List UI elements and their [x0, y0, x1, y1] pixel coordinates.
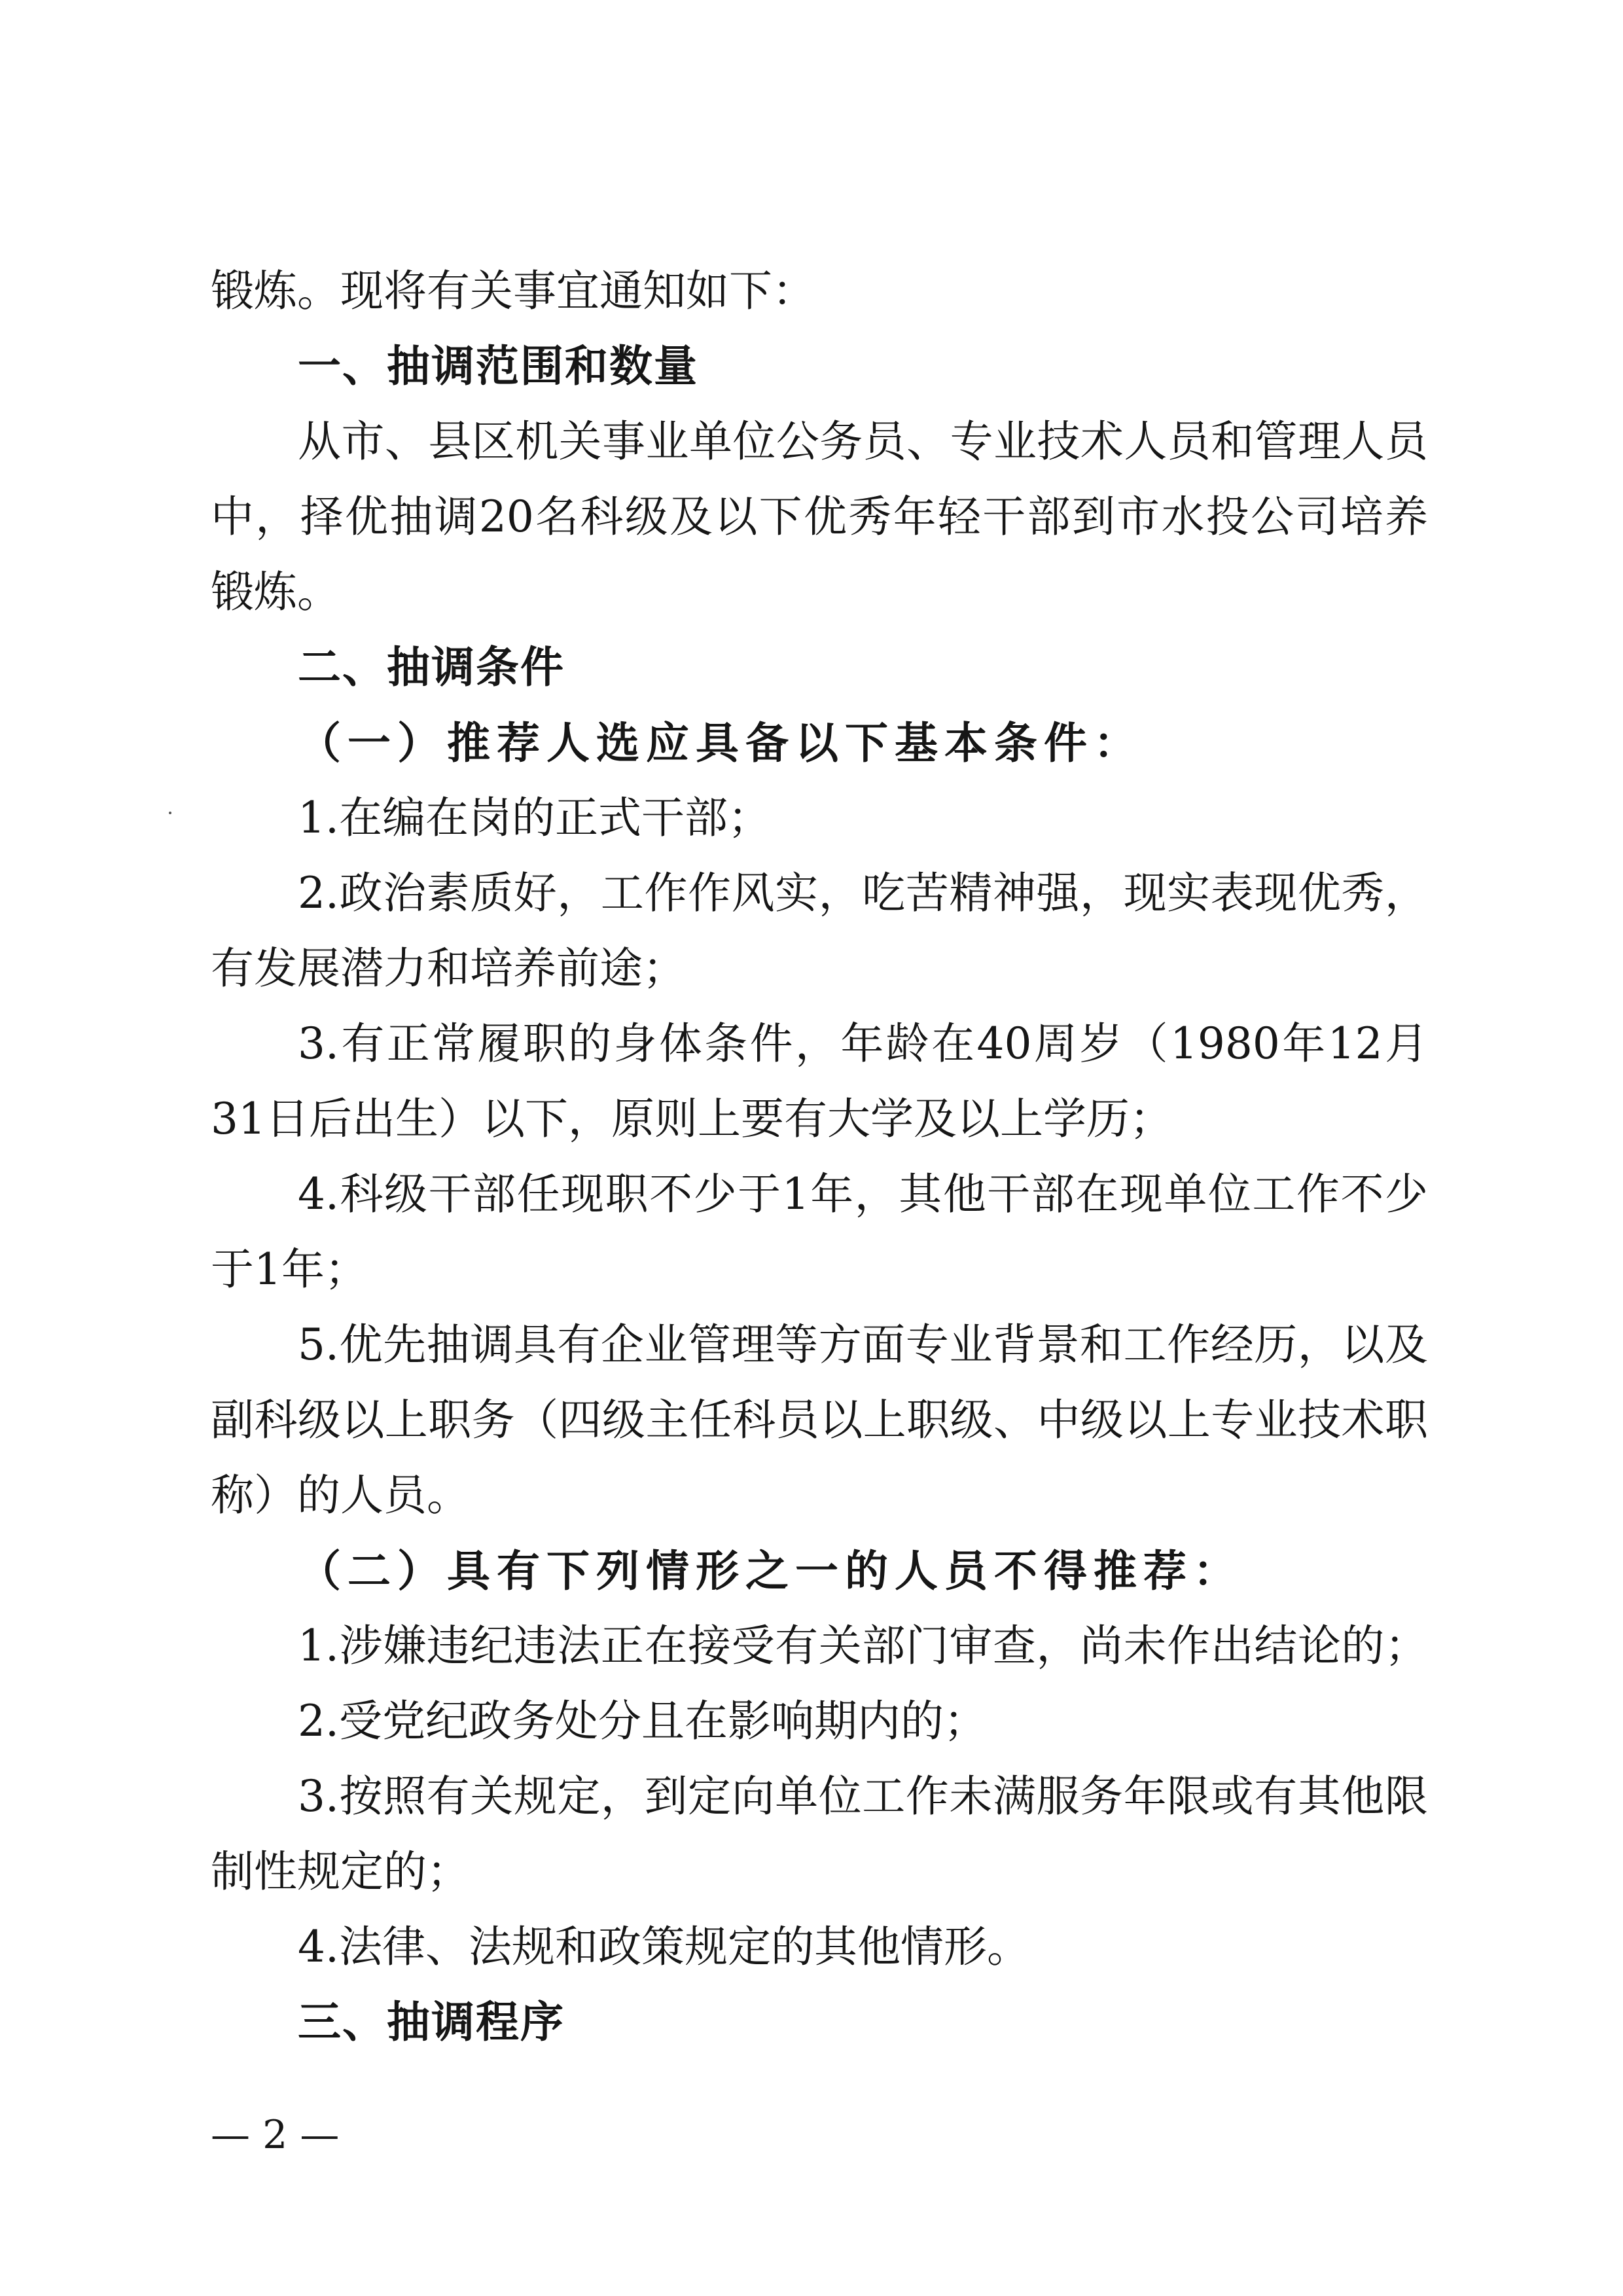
- paragraph-line: 3.有正常履职的身体条件，年龄在40周岁（1980年12月: [298, 1018, 1428, 1069]
- paragraph-line: 于1年；: [211, 1244, 368, 1295]
- paragraph-line: 中，择优抽调20名科级及以下优秀年轻干部到市水投公司培养: [211, 492, 1428, 542]
- subsection-heading: （二）具有下列情形之一的人员不得推荐：: [298, 1545, 1243, 1596]
- scan-speck: [169, 812, 171, 814]
- section-heading: 二、抽调条件: [298, 642, 565, 692]
- paragraph-line: 1.涉嫌违纪违法正在接受有关部门审查，尚未作出结论的；: [298, 1621, 1428, 1671]
- paragraph-line: 称）的人员。: [211, 1470, 470, 1520]
- paragraph-line: 从市、县区机关事业单位公务员、专业技术人员和管理人员: [298, 416, 1428, 467]
- paragraph-line: 3.按照有关规定，到定向单位工作未满服务年限或有其他限: [298, 1771, 1428, 1821]
- paragraph-line: 副科级以上职务（四级主任科员以上职级、中级以上专业技术职: [211, 1395, 1428, 1445]
- paragraph-line: 1.在编在岗的正式干部；: [298, 793, 771, 843]
- page-number: — 2 —: [211, 2112, 340, 2158]
- section-heading: 三、抽调程序: [298, 1997, 565, 2047]
- paragraph-line: 31日后出生）以下，原则上要有大学及以上学历；: [211, 1094, 1173, 1144]
- paragraph-line: 锻炼。现将有关事宜通知如下：: [211, 266, 815, 316]
- subsection-heading: （一）推荐人选应具备以下基本条件：: [298, 717, 1143, 768]
- paragraph-line: 4.科级干部任现职不少于1年，其他干部在现单位工作不少: [298, 1169, 1428, 1219]
- paragraph-line: 2.政治素质好，工作作风实，吃苦精神强，现实表现优秀，: [298, 868, 1428, 918]
- paragraph-line: 锻炼。: [211, 567, 340, 617]
- paragraph-line: 4.法律、法规和政策规定的其他情形。: [298, 1922, 1030, 1972]
- section-heading: 一、抽调范围和数量: [298, 341, 698, 391]
- paragraph-line: 5.优先抽调具有企业管理等方面专业背景和工作经历，以及: [298, 1319, 1428, 1370]
- paragraph-line: 制性规定的；: [211, 1846, 470, 1897]
- paragraph-line: 有发展潜力和培养前途；: [211, 943, 686, 994]
- paragraph-line: 2.受党纪政务处分且在影响期内的；: [298, 1696, 987, 1746]
